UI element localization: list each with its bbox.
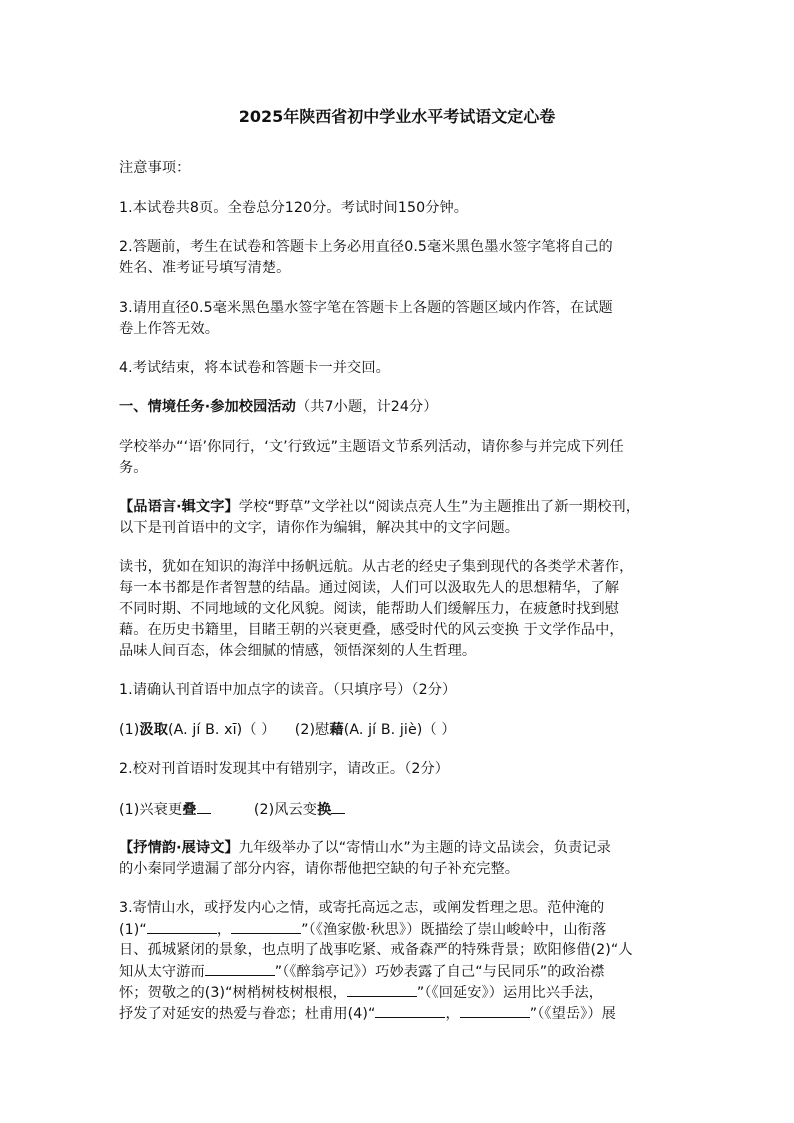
task1-line-2: 以下是刊首语中的文字，请你作为编辑，解决其中的文字问题。	[119, 520, 520, 536]
question-2: 2.校对刊首语时发现其中有错别字，请改正。（2分）	[119, 761, 450, 777]
q2-opt2-word: 换	[317, 802, 332, 818]
task2-line-1	[119, 838, 611, 858]
section-heading-bold: 一、情境任务·参加校园活动	[119, 399, 296, 415]
q2-opt1-prefix: (1)兴衰更	[119, 802, 183, 818]
q3-blank-4b[interactable]	[460, 1003, 530, 1018]
task2-line-2: 的小秦同学遗漏了部分内容，请你帮他把空缺的句子补充完整。	[119, 861, 520, 877]
q3-comma: ，	[216, 922, 232, 938]
notice-2-line-1: 2.答题前，考生在试卷和答题卡上务必用直径0.5毫米黑色墨水签字笔将自己的	[119, 239, 613, 255]
q3-source-4: ”（《望岳》）展	[529, 1006, 616, 1022]
q2-answer-blank-2[interactable]	[331, 799, 345, 814]
question-3-line-6	[119, 1003, 616, 1024]
task1-tag: 【品语言·辑文字】	[119, 499, 239, 515]
q1-opt1-word: 汲取	[139, 722, 168, 738]
question-1: 1.请确认刊首语中加点字的读音。（只填序号）（2分）	[119, 682, 457, 698]
q3-comma-2: ，	[445, 1006, 460, 1022]
q3-source-2: ”（《醉翁亭记》）巧妙表露了自己“与民同乐”的政治襟	[274, 964, 605, 980]
task2-text-1: 九年级举办了以“寄情山水”为主题的诗文品读会，负责记录	[238, 840, 611, 856]
q3-blank-4a[interactable]	[375, 1003, 445, 1018]
passage-line-4: 藉。在历史书籍里，目睹王朝的兴衰更叠，感受时代的风云变换 于文学作品中，	[119, 622, 624, 638]
q3-blank-2[interactable]	[205, 961, 275, 976]
passage-line-5: 品味人间百态，体会细腻的情感，领悟深刻的人生哲理。	[119, 643, 477, 659]
question-3-line-4	[119, 961, 604, 982]
task1-text-1: 学校“野草”文学社以“阅读点亮人生”为主题推出了新一期校刊，	[238, 499, 641, 515]
q3-source-1: ”（《渔家傲·秋思》）既描绘了崇山峻岭中，山衔落	[301, 922, 607, 938]
passage-line-3: 不同时期、不同地域的文化风貌。阅读，能帮助人们缓解压力，在疲惫时找到慰	[119, 601, 620, 617]
q2-answer-blank-1[interactable]	[197, 799, 211, 814]
notice-1: 1.本试卷共8页。全卷总分120分。考试时间150分钟。	[119, 200, 469, 216]
q3-blank-1-prefix: (1)“	[119, 922, 147, 938]
section-intro-line-2: 务。	[119, 460, 148, 476]
q3-blank-3-prefix: 怀；贺敬之的(3)“树梢树枝树根根，	[119, 985, 347, 1001]
passage-line-1: 读书，犹如在知识的海洋中扬帆远航。从古老的经史子集到现代的各类学术著作，	[119, 559, 634, 575]
notice-3-line-2: 卷上作答无效。	[119, 321, 220, 337]
q3-blank-1a[interactable]	[147, 919, 217, 934]
question-2-options	[119, 799, 345, 820]
question-3-line-5	[119, 982, 603, 1003]
q1-opt2-prefix: (2)慰	[294, 722, 330, 738]
notice-heading: 注意事项：	[119, 160, 191, 176]
notice-3-line-1: 3.请用直径0.5毫米黑色墨水签字笔在答题卡上各题的答题区域内作答，在试题	[119, 300, 613, 316]
q2-opt2-prefix: (2)风云变	[253, 802, 318, 818]
q2-opt1-word: 叠	[182, 802, 197, 818]
question-1-options	[119, 720, 456, 740]
passage-line-2: 每一本书都是作者智慧的结晶。通过阅读，人们可以汲取先人的思想精华，了解	[119, 580, 620, 596]
question-3-line-3: 日、孤城紧闭的景象，也点明了战事吃紧、戒备森严的特殊背景；欧阳修借(2)“人	[119, 942, 633, 958]
section-heading-score: （共7小题，计24分）	[295, 399, 438, 415]
task1-line-1	[119, 497, 640, 517]
section-intro-line-1: 学校举办“‘语’你同行，‘文’行致远”主题语文节系列活动，请你参与并完成下列任	[119, 439, 624, 455]
q1-opt1-prefix: (1)	[119, 722, 140, 738]
section-heading	[119, 397, 438, 417]
q3-source-3: ”（《回延安》）运用比兴手法，	[416, 985, 604, 1001]
q1-opt1-choices: (A. jí B. xī)（ ）	[167, 722, 276, 738]
q3-blank-4-prefix: 抒发了对延安的热爱与眷恋；杜甫用(4)“	[119, 1006, 376, 1022]
notice-2-line-2: 姓名、准考证号填写清楚。	[119, 260, 291, 276]
notice-4: 4.考试结束，将本试卷和答题卡一并交回。	[119, 360, 390, 376]
q3-blank-3[interactable]	[347, 982, 417, 997]
q1-opt2-choices: (A. jí B. jiè)（ ）	[343, 722, 456, 738]
q3-blank-2-prefix: 知从太守游而	[119, 964, 205, 980]
page-title: 2025年陕西省初中学业水平考试语文定心卷	[238, 107, 556, 126]
task2-tag: 【抒情韵·展诗文】	[119, 840, 239, 856]
question-3-line-1: 3.寄情山水，或抒发内心之情，或寄托高远之志，或阐发哲理之思。范仲淹的	[119, 900, 605, 916]
q1-opt2-word: 藉	[329, 722, 344, 738]
q3-blank-1b[interactable]	[231, 919, 301, 934]
question-3-line-2	[119, 919, 606, 940]
